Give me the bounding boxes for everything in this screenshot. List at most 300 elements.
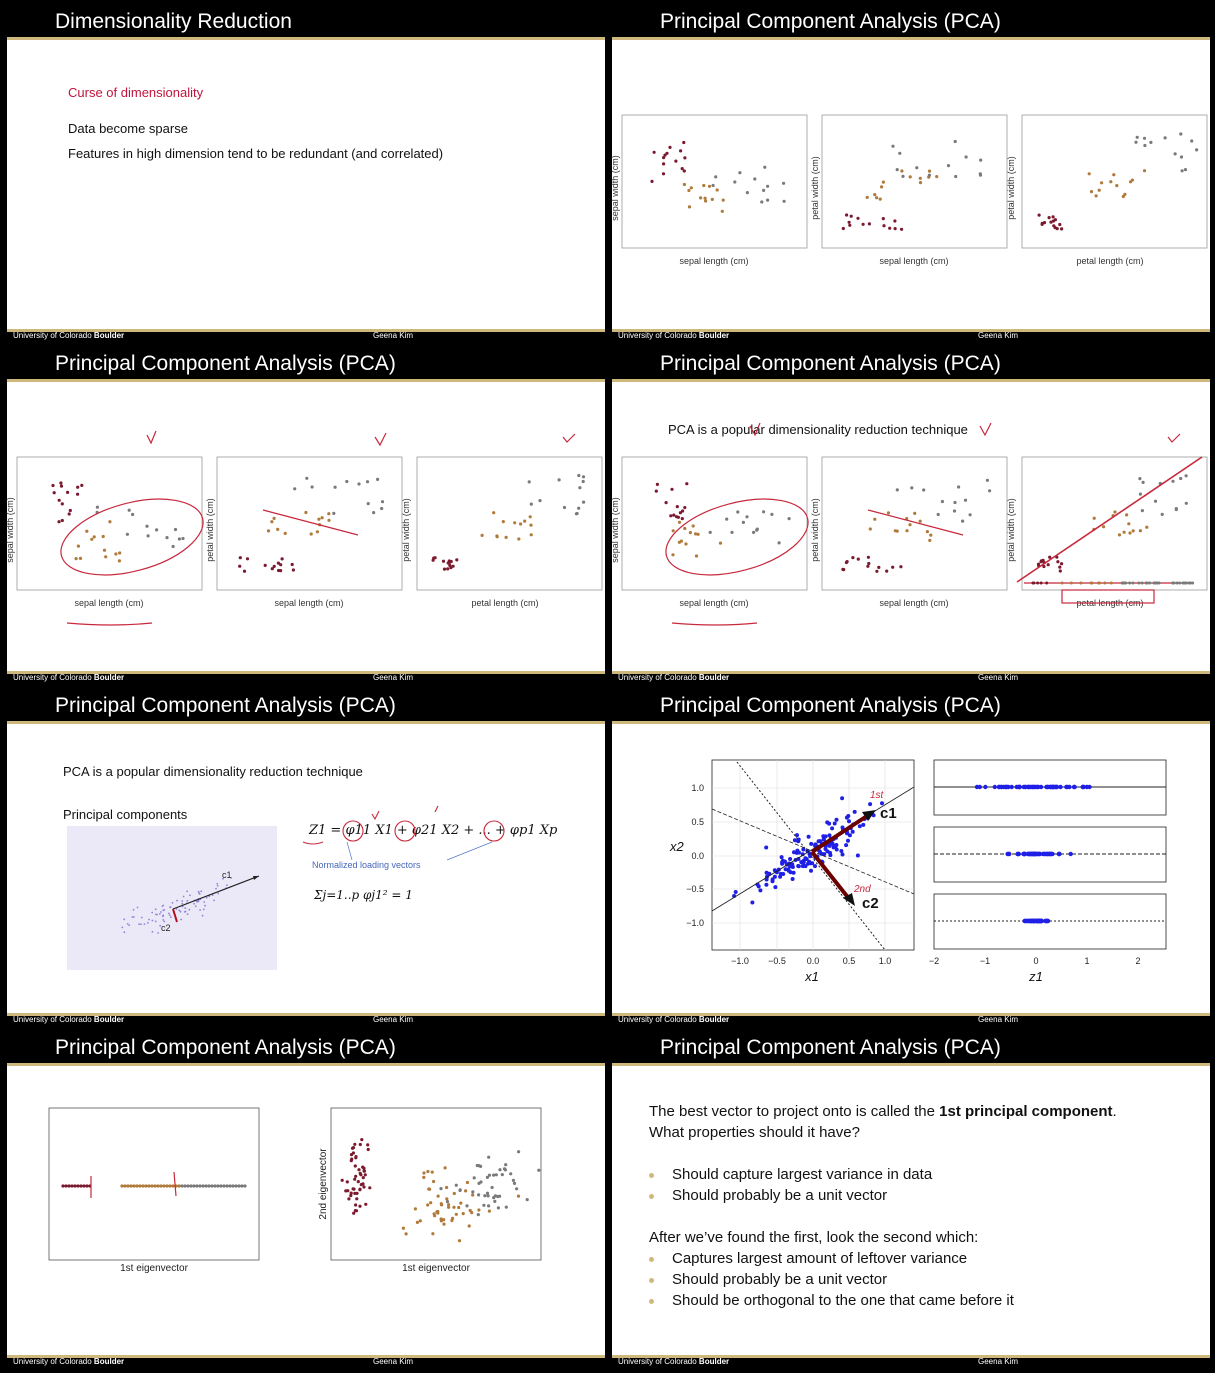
iris-point	[1190, 139, 1193, 142]
eig-point	[515, 1187, 518, 1190]
eig-point	[422, 1171, 425, 1174]
iris-point	[926, 530, 929, 533]
x-tick: 0.0	[806, 956, 820, 966]
iris-point	[131, 513, 134, 516]
slide-footer	[7, 329, 605, 341]
eig-point	[144, 1184, 147, 1187]
eig-point	[219, 1184, 222, 1187]
y-tick: −0.5	[686, 884, 704, 894]
projected-point	[1044, 785, 1048, 789]
plot-frame-1d	[49, 1108, 259, 1260]
iris-point	[687, 189, 690, 192]
iris-point	[961, 520, 964, 523]
pc-point	[188, 909, 190, 911]
iris-point	[1047, 563, 1050, 566]
x2-axis-label: x2	[670, 839, 684, 854]
eig-point	[488, 1210, 491, 1213]
iris-point	[178, 537, 181, 540]
axis-ylabel: petal width (cm)	[1006, 156, 1016, 220]
projected-point	[1057, 852, 1061, 856]
iris-point	[905, 529, 908, 532]
iris-point	[523, 520, 526, 523]
x-tick: −0.5	[768, 956, 786, 966]
pc-point	[180, 911, 182, 913]
axis-xlabel: sepal length (cm)	[679, 256, 749, 266]
projected-point	[1176, 582, 1179, 585]
eig-point	[138, 1184, 141, 1187]
projected-point	[1081, 785, 1085, 789]
projected-point	[1051, 785, 1055, 789]
projected-point	[1018, 785, 1022, 789]
iris-point	[988, 489, 991, 492]
iris-point	[53, 491, 56, 494]
slide-title: Principal Component Analysis (PCA)	[55, 352, 396, 375]
iris-point	[708, 185, 711, 188]
iris-point	[1154, 500, 1157, 503]
eig-point	[450, 1219, 453, 1222]
iris-point	[1125, 513, 1128, 516]
slide-title: Principal Component Analysis (PCA)	[660, 352, 1001, 375]
iris-point	[1102, 525, 1105, 528]
iris-point	[850, 215, 853, 218]
eig-point	[512, 1179, 515, 1182]
eig-point	[350, 1153, 353, 1156]
iris-point	[1171, 480, 1174, 483]
iris-point	[954, 140, 957, 143]
eig-point	[440, 1202, 443, 1205]
eig-point	[183, 1184, 186, 1187]
iris-point	[1132, 529, 1135, 532]
eig-point	[402, 1227, 405, 1230]
iris-point	[1052, 224, 1055, 227]
iris-point	[845, 213, 848, 216]
projected-point	[1079, 582, 1082, 585]
eig-point	[501, 1173, 504, 1176]
iris-point	[969, 513, 972, 516]
iris-point	[76, 486, 79, 489]
iris-point	[59, 481, 62, 484]
iris-point	[935, 175, 938, 178]
slide-2	[612, 7, 1210, 341]
eig-point	[347, 1197, 350, 1200]
footer-university: University of Colorado Boulder	[618, 1357, 730, 1366]
pca-point	[757, 884, 761, 888]
iris-point	[1131, 179, 1134, 182]
iris-point	[753, 177, 756, 180]
iris-point	[381, 500, 384, 503]
pc-point	[162, 905, 164, 907]
eig-point	[416, 1221, 419, 1224]
pc-point	[162, 916, 164, 918]
eig-point	[213, 1184, 216, 1187]
iris-point	[919, 181, 922, 184]
iris-point	[165, 536, 168, 539]
scatter-panel-frame	[17, 457, 202, 590]
iris-point	[782, 182, 785, 185]
iris-point	[937, 513, 940, 516]
eig-point	[459, 1188, 462, 1191]
iris-point	[357, 482, 360, 485]
iris-point	[1143, 137, 1146, 140]
iris-point	[1174, 152, 1177, 155]
iris-point	[730, 531, 733, 534]
axis-xlabel: petal length (cm)	[1076, 598, 1144, 608]
pca-point	[809, 842, 813, 846]
pc-point	[195, 905, 197, 907]
iris-point	[928, 174, 931, 177]
pca-point	[835, 848, 839, 852]
eig-point	[243, 1184, 246, 1187]
pc-point	[189, 894, 191, 896]
eig-point	[447, 1203, 450, 1206]
projected-point	[1025, 919, 1029, 923]
iris-point	[1185, 502, 1188, 505]
iris-point	[722, 199, 725, 202]
iris-point	[267, 529, 270, 532]
eig-point	[177, 1184, 180, 1187]
projected-point	[1036, 582, 1039, 585]
eig-point	[358, 1205, 361, 1208]
bullet-dot	[649, 1257, 654, 1262]
iris-point	[653, 151, 656, 154]
eig-point	[357, 1180, 360, 1183]
iris-point	[276, 528, 279, 531]
iris-point	[683, 527, 686, 530]
iris-point	[1038, 214, 1041, 217]
bullet-dot	[649, 1173, 654, 1178]
axis-xlabel: sepal length (cm)	[274, 598, 344, 608]
iris-point	[766, 199, 769, 202]
iris-point	[1181, 169, 1184, 172]
projected-point	[1188, 582, 1191, 585]
eig-point	[368, 1186, 371, 1189]
projected-point	[1016, 852, 1020, 856]
pc-point	[147, 922, 149, 924]
iris-point	[1175, 508, 1178, 511]
iris-point	[690, 186, 693, 189]
scatter-panel-frame	[622, 457, 807, 590]
bullet-line-1: Data become sparse	[68, 121, 188, 136]
eig-point	[505, 1206, 508, 1209]
eig-point	[123, 1184, 126, 1187]
iris-point	[725, 518, 728, 521]
iris-point	[502, 520, 505, 523]
slide-5	[7, 691, 605, 1025]
iris-point	[69, 509, 72, 512]
eig-point	[477, 1208, 480, 1211]
note-1st: 1st	[870, 790, 884, 801]
iris-point	[246, 557, 249, 560]
pca-point	[813, 864, 817, 868]
iris-scatter-group	[17, 457, 602, 590]
iris-point	[77, 545, 80, 548]
iris-point	[875, 570, 878, 573]
eig-point	[354, 1164, 357, 1167]
c2-label: c2	[161, 923, 171, 933]
pc-point	[156, 914, 158, 916]
iris-point	[293, 487, 296, 490]
slide-7	[7, 1033, 605, 1367]
iris-point	[243, 570, 246, 573]
iris-point	[1100, 181, 1103, 184]
iris-point	[694, 532, 697, 535]
iris-point	[538, 499, 541, 502]
projected-point	[1128, 582, 1131, 585]
slide-title: Principal Component Analysis (PCA)	[660, 694, 1001, 717]
eig-point	[186, 1184, 189, 1187]
footer-university: University of Colorado Boulder	[13, 331, 125, 340]
iris-point	[85, 530, 88, 533]
eig-point	[478, 1164, 481, 1167]
iris-point	[908, 523, 911, 526]
iris-point	[783, 200, 786, 203]
pc-diagram	[7, 724, 605, 1013]
eig-point	[120, 1184, 123, 1187]
iris-point	[662, 162, 665, 165]
projected-point	[1121, 582, 1124, 585]
eig-point	[168, 1184, 171, 1187]
pca-point	[806, 862, 810, 866]
eig-point	[437, 1195, 440, 1198]
eig-point	[357, 1168, 360, 1171]
pca-point	[771, 877, 775, 881]
pca-point	[830, 826, 834, 830]
loading-note: Normalized loading vectors	[312, 860, 421, 870]
pc-point	[160, 911, 162, 913]
iris-point	[118, 551, 121, 554]
iris-point	[61, 502, 64, 505]
iris-point	[695, 554, 698, 557]
bullet-item: Should be orthogonal to the one that came before it	[649, 1292, 1014, 1309]
iris-point	[76, 493, 79, 496]
axis-ylabel: petal width (cm)	[205, 498, 215, 562]
pc-point	[226, 884, 228, 886]
iris-point	[953, 501, 956, 504]
iris-point	[755, 529, 758, 532]
paragraph-1: The best vector to project onto is called the 1st principal component.	[649, 1103, 1117, 1120]
eig-point	[494, 1194, 497, 1197]
slide-footer	[612, 1355, 1210, 1367]
eig-point	[192, 1184, 195, 1187]
iris-point	[762, 189, 765, 192]
eig-point	[482, 1204, 485, 1207]
eig-point	[362, 1176, 365, 1179]
curse-heading: Curse of dimensionality	[68, 85, 204, 100]
eig-point	[225, 1184, 228, 1187]
pca-point	[780, 855, 784, 859]
iris-point	[954, 175, 957, 178]
iris-point	[448, 559, 451, 562]
eig-point	[352, 1146, 355, 1149]
eig-point	[457, 1206, 460, 1209]
eig-point	[355, 1197, 358, 1200]
iris-point	[788, 517, 791, 520]
iris-point	[721, 210, 724, 213]
slide-footer	[612, 329, 1210, 341]
pc-point	[168, 913, 170, 915]
iris-point	[665, 152, 668, 155]
check-mark	[375, 433, 386, 445]
iris-point	[104, 555, 107, 558]
iris-point	[577, 474, 580, 477]
iris-point	[517, 537, 520, 540]
eig-point	[354, 1203, 357, 1206]
eig-point	[207, 1184, 210, 1187]
pc-point	[213, 900, 215, 902]
iris-point	[1056, 227, 1059, 230]
scatter-panel-frame	[822, 115, 1007, 248]
eig-point	[353, 1178, 356, 1181]
pca-point	[773, 885, 777, 889]
pca-point	[844, 843, 848, 847]
iris-point	[896, 488, 899, 491]
iris-point	[891, 566, 894, 569]
iris-point	[452, 565, 455, 568]
eig-point	[487, 1194, 490, 1197]
iris-point	[762, 510, 765, 513]
axis-ylabel: sepal width (cm)	[5, 497, 15, 563]
eig-point	[352, 1212, 355, 1215]
eig-point	[228, 1184, 231, 1187]
eig-point	[198, 1184, 201, 1187]
iris-point	[172, 545, 175, 548]
slide-title: Principal Component Analysis (PCA)	[660, 10, 1001, 33]
unit-constraint: Σj=1..p φj1² = 1	[314, 888, 413, 902]
iris-point	[443, 568, 446, 571]
iris-point	[851, 556, 854, 559]
iris-point	[681, 517, 684, 520]
slide-footer	[7, 671, 605, 683]
iris-point	[304, 511, 307, 514]
axis-xlabel: sepal length (cm)	[679, 598, 749, 608]
check-mark	[435, 806, 438, 812]
eig-point	[346, 1180, 349, 1183]
pc-point	[148, 919, 150, 921]
iris-point	[941, 500, 944, 503]
eig-point	[483, 1194, 486, 1197]
iris-point	[665, 501, 668, 504]
pca-point	[856, 854, 860, 858]
bullet-item: Captures largest amount of leftover variance	[649, 1250, 967, 1267]
iris-point	[689, 531, 692, 534]
eig-point	[153, 1184, 156, 1187]
iris-point	[513, 521, 516, 524]
pca-2d-figure	[612, 724, 1210, 1013]
iris-point	[1095, 194, 1098, 197]
iris-point	[677, 516, 680, 519]
projected-point	[1022, 785, 1026, 789]
eig-point	[162, 1184, 165, 1187]
iris-point	[669, 514, 672, 517]
iris-point	[1180, 155, 1183, 158]
pc-point	[163, 909, 165, 911]
iris-point	[760, 200, 763, 203]
eig-point	[132, 1184, 135, 1187]
pc-point	[184, 911, 186, 913]
iris-point	[455, 558, 458, 561]
iris-point	[1195, 148, 1198, 151]
pca-point	[845, 816, 849, 820]
iris-point	[745, 515, 748, 518]
eig-point	[210, 1184, 213, 1187]
iris-point	[434, 556, 437, 559]
iris-point	[873, 518, 876, 521]
slide-6	[612, 691, 1210, 1025]
iris-point	[577, 507, 580, 510]
projected-point	[1040, 582, 1043, 585]
slide-title-bar	[7, 691, 605, 724]
eig-point	[354, 1155, 357, 1158]
eig-point	[129, 1184, 132, 1187]
iris-point	[867, 556, 870, 559]
iris-point	[1161, 513, 1164, 516]
intro-text: PCA is a popular dimensionality reduction technique	[63, 764, 363, 779]
pca-point	[817, 839, 821, 843]
eig-point	[354, 1175, 357, 1178]
pc-plot-background	[67, 826, 277, 970]
iris-point	[442, 560, 445, 563]
eig-point	[79, 1184, 82, 1187]
pc-point	[157, 932, 159, 934]
projected-point	[1064, 785, 1068, 789]
scatter-panel-frame	[1022, 457, 1207, 590]
iris-point	[1139, 493, 1142, 496]
eig-point	[488, 1174, 491, 1177]
iris-point	[919, 177, 922, 180]
pca-equation: Z1 = φ11 X1 + φ21 X2 + ... + φp1 Xp	[309, 823, 558, 838]
iris-point	[887, 511, 890, 514]
note-pointer	[347, 842, 352, 860]
iris-point	[913, 512, 916, 515]
iris-point	[529, 524, 532, 527]
axis-ylabel: sepal width (cm)	[610, 497, 620, 563]
iris-point	[866, 196, 869, 199]
iris-point	[680, 540, 683, 543]
pc-point	[133, 909, 135, 911]
iris-point	[1136, 136, 1139, 139]
iris-point	[910, 486, 913, 489]
iris-point	[763, 166, 766, 169]
pc-point	[123, 918, 125, 920]
projected-point	[1155, 582, 1158, 585]
iris-point	[891, 145, 894, 148]
iris-point	[875, 196, 878, 199]
pc-point	[144, 923, 146, 925]
iris-point	[868, 222, 871, 225]
pc-point	[151, 912, 153, 914]
pca-point	[788, 864, 792, 868]
footer-author: Geena Kim	[373, 1015, 414, 1024]
iris-point	[770, 513, 773, 516]
iris-point	[279, 563, 282, 566]
iris-point	[1123, 531, 1126, 534]
iris-point	[712, 184, 715, 187]
pc-point	[215, 888, 217, 890]
eig-point	[462, 1212, 465, 1215]
projected-point	[1137, 582, 1140, 585]
iris-point	[873, 193, 876, 196]
iris-point	[882, 181, 885, 184]
iris-point	[682, 141, 685, 144]
iris-point	[683, 506, 686, 509]
iris-point	[578, 486, 581, 489]
iris-point	[528, 480, 531, 483]
footer-author: Geena Kim	[373, 331, 414, 340]
pca-point	[858, 824, 862, 828]
iris-point	[334, 486, 337, 489]
iris-point	[848, 221, 851, 224]
iris-point	[264, 564, 267, 567]
